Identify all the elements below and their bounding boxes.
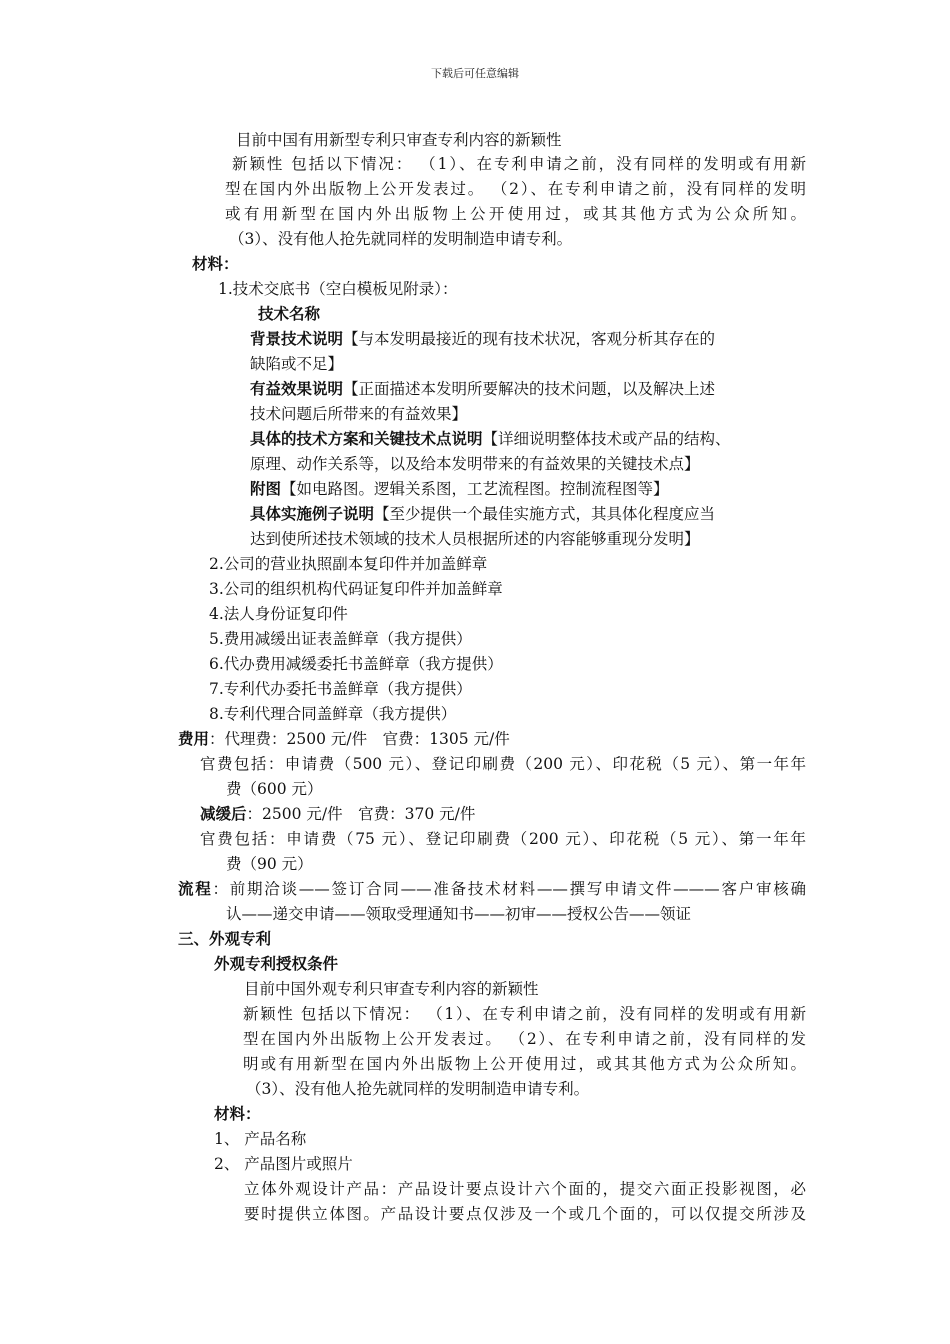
background-label: 背景技术说明: [250, 329, 344, 348]
reduced-fee-line: [200, 802, 475, 826]
reduced-fee-breakdown: 官费包括：申请费（75 元）、登记印刷费（200 元）、印花税（5 元）、第一年年: [200, 830, 806, 848]
sec2-materials-label: 材料：: [192, 254, 239, 273]
sec3-novelty-line: 新颖性 包括以下情况： （1）、在专利申请之前，没有同样的发明或有用新: [243, 1005, 806, 1023]
fee-label: 费用: [178, 729, 210, 748]
sec3-desc-line: 要时提供立体图。产品设计要点仅涉及一个或几个面的，可以仅提交所涉及: [244, 1205, 806, 1223]
figure-desc: [250, 477, 669, 501]
example-label: 具体实施例子说明: [250, 504, 375, 523]
section-subtitle: 外观专利授权条件: [214, 954, 339, 973]
reduced-label: 减缓后: [200, 804, 247, 823]
background-text: 【与本发明最接近的现有技术状况，客观分析其存在的: [343, 330, 716, 348]
example-text: 【至少提供一个最佳实施方式，其具体化程度应当: [374, 505, 716, 523]
sec3-intro: 目前中国外观专利只审查专利内容的新颖性: [244, 980, 539, 998]
material-item: 2.公司的营业执照副本复印件并加盖鲜章: [209, 555, 488, 573]
sec3-material-item: 1、 产品名称: [214, 1130, 307, 1148]
process-text-cont: 认——递交申请——领取受理通知书——初审——授权公告——领证: [226, 905, 692, 923]
sec3-desc-line: 立体外观设计产品：产品设计要点设计六个面的，提交六面正投影视图，必: [244, 1180, 806, 1198]
reduced-fee-breakdown-cont: 费（90 元）: [226, 855, 313, 873]
material-item: 6.代办费用减缓委托书盖鲜章（我方提供）: [209, 655, 503, 673]
tech-plan-text-cont: 原理、动作关系等，以及给本发明带来的有益效果的关键技术点】: [250, 455, 700, 473]
sec3-novelty-line: 型在国内外出版物上公开发表过。 （2）、在专利申请之前，没有同样的发: [243, 1030, 806, 1048]
benefit-desc: [250, 377, 715, 401]
reduced-text: ：2500 元/件 官费：370 元/件: [246, 805, 476, 823]
benefit-label: 有益效果说明: [250, 379, 344, 398]
background-desc: [250, 327, 715, 351]
benefit-text: 【正面描述本发明所要解决的技术问题，以及解决上述: [343, 380, 716, 398]
figure-text: 【如电路图。逻辑关系图，工艺流程图。控制流程图等】: [281, 480, 669, 498]
material-item: 4.法人身份证复印件: [209, 605, 348, 623]
tech-name-label: 技术名称: [258, 304, 321, 323]
tech-plan-text: 【详细说明整体技术或产品的结构、: [482, 430, 731, 448]
material-item: 7.专利代办委托书盖鲜章（我方提供）: [209, 680, 472, 698]
example-text-cont: 达到使所述技术领域的技术人员根据所述的内容能够重现分发明】: [250, 530, 700, 548]
tech-plan-desc: [250, 427, 731, 451]
process-label: 流程: [178, 879, 213, 898]
sec2-intro: 目前中国有用新型专利只审查专利内容的新颖性: [236, 131, 562, 149]
process-line: [178, 877, 806, 901]
sec2-novelty-line: 或有用新型在国内外出版物上公开使用过，或其其他方式为公众所知。: [225, 205, 806, 223]
material-item: 3.公司的组织机构代码证复印件并加盖鲜章: [209, 580, 503, 598]
sec3-material-item: 2、 产品图片或照片: [214, 1155, 353, 1173]
official-fee-breakdown-cont: 费（600 元）: [226, 780, 323, 798]
tech-plan-label: 具体的技术方案和关键技术点说明: [250, 429, 483, 448]
material-item-1: 1.技术交底书（空白模板见附录）：: [218, 280, 458, 298]
fee-text: ：代理费：2500 元/件 官费：1305 元/件: [209, 730, 510, 748]
process-text: ：前期洽谈——签订合同——准备技术材料——撰写申请文件———客户审核确: [212, 880, 806, 898]
sec3-novelty-line: 明或有用新型在国内外出版物上公开使用过，或其其他方式为公众所知。: [243, 1055, 806, 1073]
sec3-novelty-line: （3）、没有他人抢先就同样的发明制造申请专利。: [246, 1080, 590, 1098]
official-fee-breakdown: 官费包括：申请费（500 元）、登记印刷费（200 元）、印花税（5 元）、第一年年: [200, 755, 806, 773]
example-desc: [250, 502, 715, 526]
sec2-novelty-line: 型在国内外出版物上公开发表过。 （2）、在专利申请之前，没有同样的发明: [225, 180, 806, 198]
benefit-text-cont: 技术问题后所带来的有益效果】: [250, 405, 468, 423]
sec3-materials-label: 材料：: [214, 1104, 261, 1123]
section-title: 三、外观专利: [178, 929, 272, 948]
material-item: 8.专利代理合同盖鲜章（我方提供）: [209, 705, 457, 723]
material-item: 5.费用减缓出证表盖鲜章（我方提供）: [209, 630, 472, 648]
sec2-novelty-line: （3）、没有他人抢先就同样的发明制造申请专利。: [229, 230, 573, 248]
sec2-novelty-line: 新颖性 包括以下情况： （1）、在专利申请之前，没有同样的发明或有用新: [232, 155, 806, 173]
background-text-cont: 缺陷或不足】: [250, 355, 344, 373]
figure-label: 附图: [250, 479, 282, 498]
page-header: 下载后可任意编辑: [431, 67, 519, 80]
fee-line: [178, 727, 510, 751]
